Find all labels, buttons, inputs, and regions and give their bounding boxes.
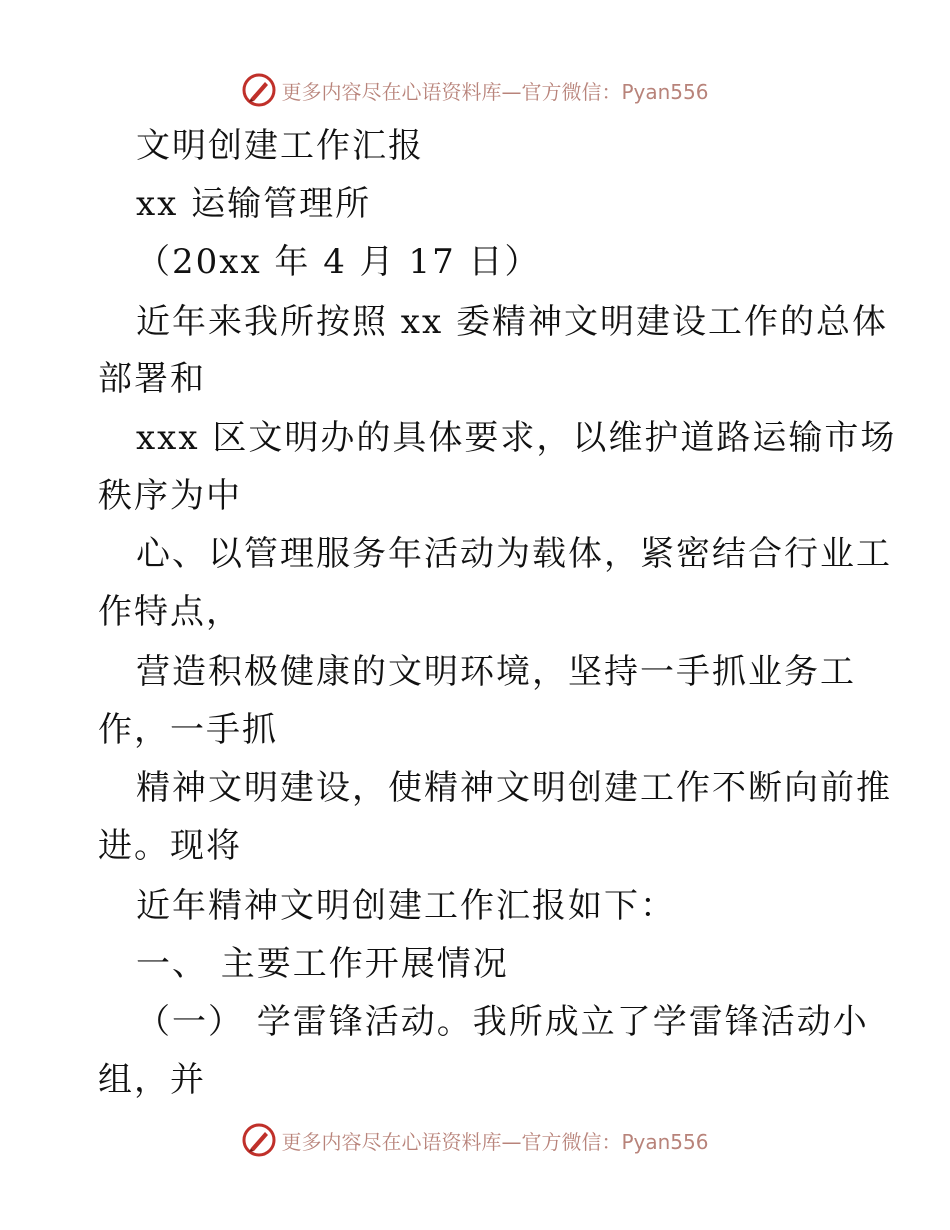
subsection-heading: （一） 学雷锋活动。我所成立了学雷锋活动小 (136, 1002, 869, 1042)
document-date: （20xx 年 4 月 17 日） (136, 242, 541, 282)
watermark-footer (0, 1120, 950, 1160)
paragraph-line: 近年精神文明创建工作汇报如下： (136, 886, 676, 926)
paragraph-line: xxx 区文明办的具体要求，以维护道路运输市场 (136, 418, 897, 458)
paragraph-line: 秩序为中 (98, 476, 242, 516)
watermark-header (0, 70, 950, 110)
watermark-text: 更多内容尽在心语资料库—官方微信：Pyan556 (281, 79, 709, 104)
watermark-text: 更多内容尽在心语资料库—官方微信：Pyan556 (281, 1129, 709, 1154)
paragraph-line: 作，一手抓 (98, 710, 278, 750)
pen-logo-icon (241, 1122, 277, 1158)
paragraph-line: 营造积极健康的文明环境，坚持一手抓业务工 (136, 652, 856, 692)
document-author: xx 运输管理所 (136, 184, 372, 224)
paragraph-line: 进。现将 (98, 826, 242, 866)
paragraph-line: 组，并 (98, 1060, 206, 1100)
pen-logo-icon (241, 72, 277, 108)
paragraph-line: 部署和 (98, 359, 206, 399)
paragraph-line: 精神文明建设，使精神文明创建工作不断向前推 (136, 768, 892, 808)
section-heading: 一、 主要工作开展情况 (136, 944, 509, 984)
paragraph-line: 心、以管理服务年活动为载体，紧密结合行业工 (136, 534, 892, 574)
document-title: 文明创建工作汇报 (136, 126, 424, 166)
paragraph-line: 近年来我所按照 xx 委精神文明建设工作的总体 (136, 302, 888, 342)
paragraph-line: 作特点， (98, 592, 242, 632)
